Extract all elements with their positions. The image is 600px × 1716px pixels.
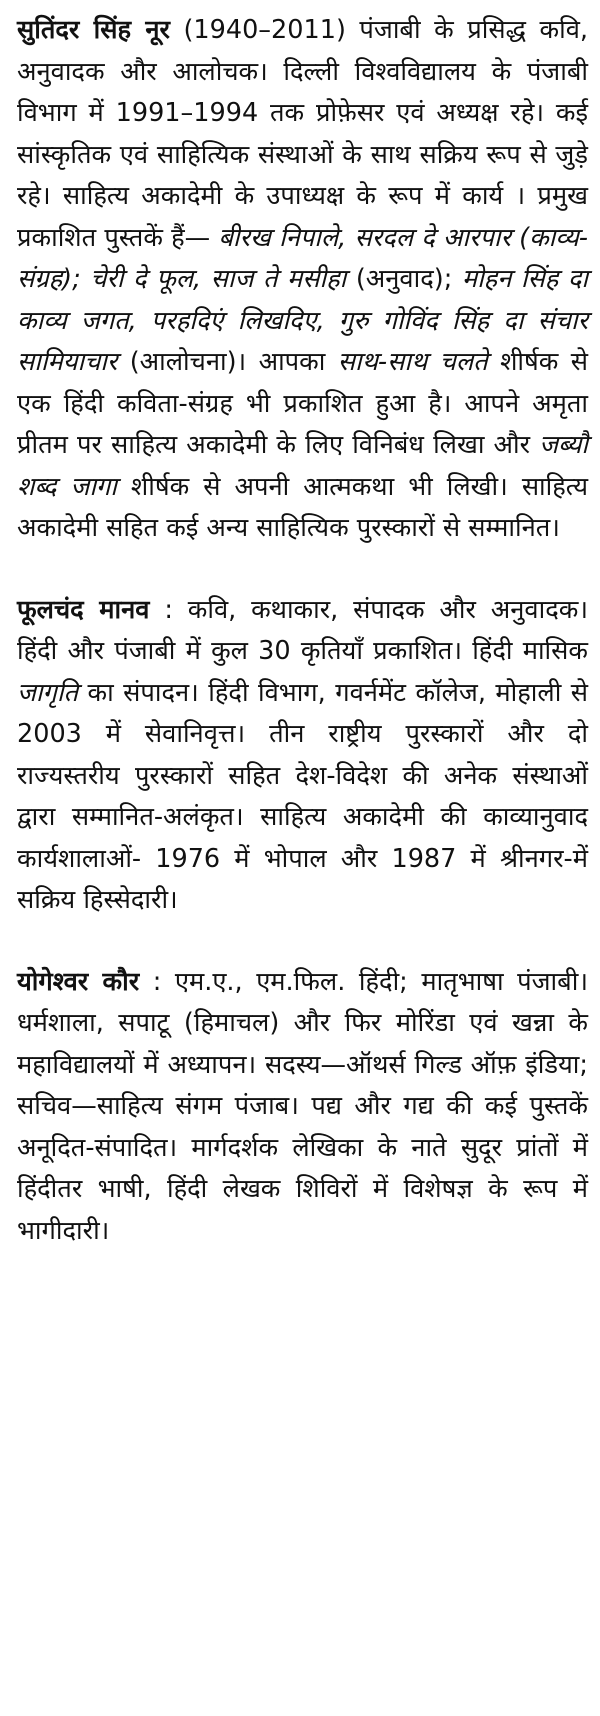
entry-text: शीर्षक से एक हिंदी कविता-संग्रह भी प्रकाशित हुआ है। आपने अमृता प्रीतम पर साहित्य अकादेमी के लिए विनिबंध लिखा और — [17, 347, 588, 460]
entry-sutinder-singh-noor — [17, 10, 588, 550]
entry-name: योगेश्वर कौर — [17, 966, 140, 997]
entry-yogeshwar-kaur — [17, 962, 588, 1253]
magazine-title: जागृति — [17, 677, 79, 708]
entry-name: फूलचंद मानव — [17, 594, 150, 625]
entry-name: सुतिंदर सिंह नूर — [17, 15, 170, 45]
entry-text: : कवि, कथाकार, संपादक और अनुवादक। हिंदी और पंजाबी में कुल 30 कृतियाँ प्रकाशित। हिंदी मासिक — [17, 594, 588, 666]
book-title: बीरख निपाले, सरदल दे आरपार (काव्य-संग्रह); चेरी दे फूल, साज ते मसीहा — [17, 222, 589, 294]
entry-text: (अनुवाद); — [346, 264, 462, 294]
entry-text: शीर्षक से अपनी आत्मकथा भी लिखी। साहित्य अकादेमी सहित कई अन्य साहित्यिक पुरस्कारों से सम्मानित। — [17, 471, 588, 543]
entry-text: (आलोचना)। आपका — [117, 347, 338, 377]
entry-text: : एम.ए., एम.फिल. हिंदी; मातृभाषा पंजाबी। धर्मशाला, सपाटू (हिमाचल) और फिर मोरिंडा एवं खन्ना के महाविद्यालयों में अध्यापन। सदस्य—ऑथर्स गिल्ड ऑफ़ इंडिया; सचिव—साहित्य संगम पंजाब। पद्य और गद्य की कई पुस्तकें अनूदित-संपादित। मार्गदर्शक लेखिका के नाते सुदूर प्रांतों में हिंदीतर भाषी, हिंदी लेखक शिविरों में विशेषज्ञ के रूप में भागीदारी। — [17, 966, 588, 1246]
entry-text: का संपादन। हिंदी विभाग, गवर्नमेंट कॉलेज, मोहाली से 2003 में सेवानिवृत्त। तीन राष्ट्रीय पुरस्कारों और दो राज्यस्तरीय पुरस्कारों सहित देश-विदेश की अनेक संस्थाओं द्वारा सम्मानित-अलंकृत। साहित्य अकादेमी की काव्यानुवाद कार्यशालाओं- 1976 में भोपाल और 1987 में श्रीनगर-में सक्रिय हिस्सेदारी। — [17, 677, 588, 915]
book-title: मोहन सिंह दा काव्य जगत, परहदिएं लिखदिए, गुरु गोविंद सिंह दा संचार सामियाचार — [17, 264, 588, 377]
entry-phoolchand-manav — [17, 590, 588, 922]
entry-text: (1940–2011) पंजाबी के प्रसिद्ध कवि, अनुवादक और आलोचक। दिल्ली विश्वविद्यालय के पंजाबी विभाग में 1991–1994 तक प्रोफ़ेसर एवं अध्यक्ष रहे। कई सांस्कृतिक एवं साहित्यिक संस्थाओं के साथ सक्रिय रूप से जुड़े रहे। साहित्य अकादेमी के उपाध्यक्ष के रूप में कार्य । प्रमुख प्रकाशित पुस्तकें हैं— — [17, 15, 588, 253]
book-title: जब्यौ शब्द जागा — [17, 430, 588, 502]
book-title: साथ-साथ चलते — [337, 347, 488, 377]
